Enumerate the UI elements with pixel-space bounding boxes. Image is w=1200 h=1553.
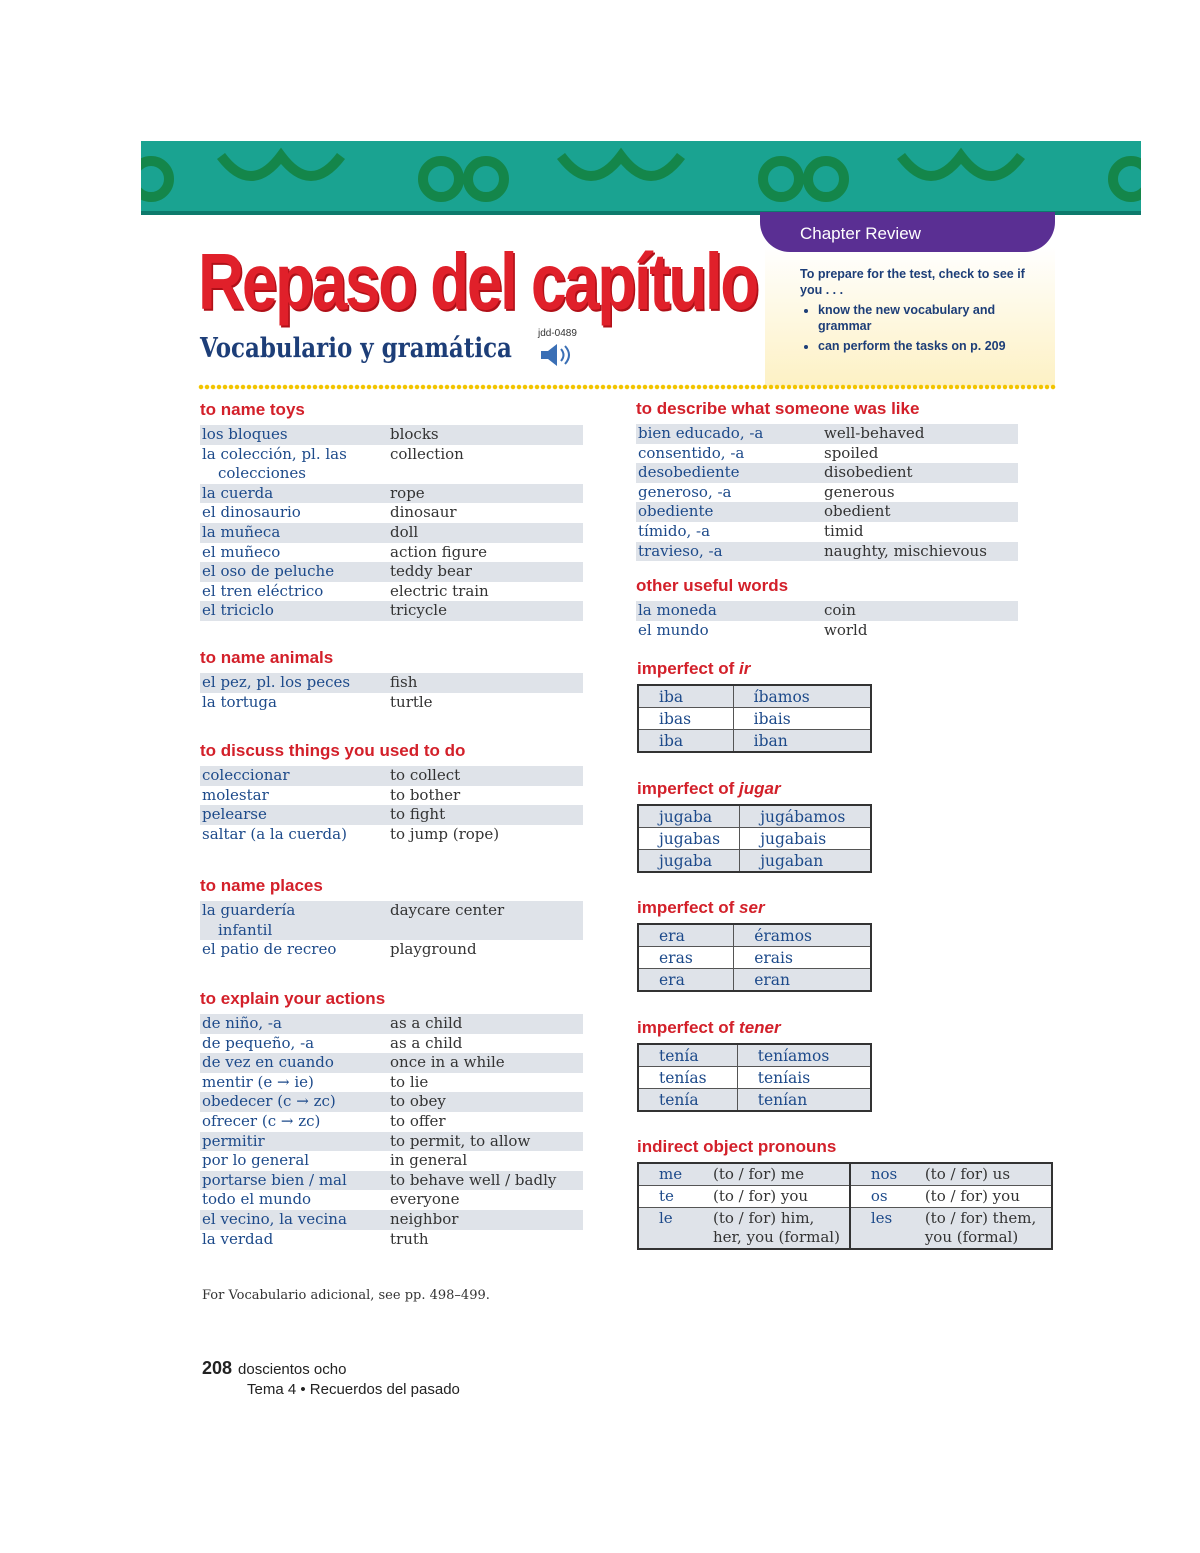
english-term: once in a while (390, 1053, 505, 1072)
spanish-term (200, 1151, 390, 1171)
spanish-term (200, 1190, 390, 1210)
plural-form: éramos (734, 924, 871, 947)
vocab-list (636, 424, 1018, 561)
vocab-section (636, 398, 1018, 561)
vocab-row (200, 1034, 583, 1054)
conjugation-table (637, 684, 872, 753)
spanish-term (200, 1092, 390, 1112)
plural-form: teníais (737, 1067, 871, 1089)
plural-form: jugaban (740, 850, 871, 873)
pronoun-meaning: (to / for) me (693, 1163, 850, 1186)
vocab-row (636, 502, 1018, 522)
dotted-divider (198, 384, 1056, 390)
section-heading: to name places (200, 876, 323, 895)
conjugation-table (637, 804, 872, 873)
section-heading: indirect object pronouns (637, 1137, 837, 1156)
english-term: neighbor (390, 1209, 459, 1228)
pronouns-section (637, 1136, 1053, 1250)
section-heading: to explain your actions (200, 989, 386, 1008)
spanish-term (200, 1230, 390, 1250)
vocab-section (200, 875, 583, 960)
spanish-term-text: el triciclo (202, 601, 274, 620)
english-term: as a child (390, 1033, 463, 1052)
vocab-list (636, 601, 1018, 640)
english-term: world (824, 620, 868, 639)
english-term: to fight (390, 805, 446, 824)
singular-form: jugaba (638, 805, 740, 828)
page-number (202, 1358, 346, 1379)
spanish-term (200, 582, 390, 602)
section-heading: to name toys (200, 400, 305, 419)
heading-text: imperfect of (637, 779, 735, 798)
spanish-term (636, 424, 824, 444)
spanish-term-text: la colección, pl. las (202, 444, 347, 463)
singular-form: tenías (638, 1067, 737, 1089)
english-term: daycare center (390, 901, 505, 919)
page-number-words: doscientos ocho (238, 1361, 347, 1378)
spanish-term (200, 940, 390, 960)
spanish-term-text: de niño, -a (202, 1014, 282, 1032)
spanish-term (200, 766, 390, 786)
spanish-term (200, 1034, 390, 1054)
english-term: turtle (390, 692, 433, 711)
table-row (638, 730, 871, 753)
table-row (638, 1067, 871, 1089)
section-heading: to name animals (200, 648, 334, 667)
vocab-row (200, 1073, 583, 1093)
plural-form: iban (733, 730, 871, 753)
vocab-row (200, 601, 583, 621)
conjugation-table (637, 1043, 872, 1112)
spanish-term-text: obedecer (c → zc) (202, 1092, 336, 1111)
web-code: jdd-0489 (538, 328, 577, 339)
spanish-term (200, 484, 390, 504)
pronoun-meaning: (to / for) us (924, 1165, 1011, 1183)
vocab-row (200, 825, 583, 845)
plural-form: íbamos (733, 685, 871, 708)
table-row (638, 969, 871, 992)
vocab-row (200, 805, 583, 825)
vocab-list (200, 425, 583, 621)
spanish-term-text: la guardería (202, 901, 296, 919)
english-term: to jump (rope) (390, 824, 500, 843)
review-checklist (800, 266, 1045, 358)
pronoun: os (870, 1187, 888, 1205)
pronoun-meaning: (to / for) them, you (formal) (924, 1209, 1037, 1246)
section-heading (637, 897, 872, 919)
vocab-section (200, 399, 583, 621)
footnote: For Vocabulario adicional, see pp. 498–499. (202, 1288, 490, 1303)
vocab-row (200, 445, 583, 484)
vocab-row (200, 693, 583, 713)
section-heading (637, 1017, 872, 1039)
spanish-term-text: por lo general (202, 1151, 310, 1170)
singular-form: ibas (638, 708, 733, 730)
table-row (638, 1186, 1052, 1208)
theme-line: Tema 4 • Recuerdos del pasado (247, 1381, 460, 1398)
english-term: disobedient (824, 463, 913, 482)
vocab-row (636, 483, 1018, 503)
vocab-row (200, 1151, 583, 1171)
english-term: playground (390, 940, 477, 959)
table-row (638, 850, 871, 873)
spanish-term (636, 444, 824, 464)
vocab-section (200, 988, 583, 1249)
vocab-row (636, 463, 1018, 483)
pronoun: me (659, 1165, 683, 1183)
spanish-term (200, 503, 390, 523)
pronoun-table (637, 1162, 1053, 1250)
english-term: to collect (390, 766, 461, 784)
spanish-term (200, 523, 390, 543)
vocab-row (200, 673, 583, 693)
decorative-banner (141, 141, 1141, 215)
page-number-digits: 208 (202, 1358, 233, 1378)
vocab-row (200, 543, 583, 563)
pronoun: les (870, 1209, 893, 1227)
singular-form: iba (638, 730, 733, 753)
singular-form: era (638, 969, 734, 992)
spanish-term-text: el mundo (638, 620, 709, 639)
section-heading (637, 658, 872, 680)
singular-form: iba (638, 685, 733, 708)
english-term: well-behaved (824, 424, 925, 442)
english-term: collection (390, 444, 464, 463)
spanish-term-text: la tortuga (202, 692, 277, 711)
table-row (638, 924, 871, 947)
singular-form: era (638, 924, 734, 947)
vocab-row (200, 484, 583, 504)
spanish-term (200, 1171, 390, 1191)
spanish-term (200, 562, 390, 582)
vocab-list (200, 766, 583, 844)
spanish-term-text: permitir (202, 1131, 265, 1150)
vocab-row (636, 621, 1018, 641)
table-row (638, 708, 871, 730)
spanish-term (200, 805, 390, 825)
spanish-term (636, 502, 824, 522)
pronoun-meaning: (to / for) him, her, you (formal) (693, 1208, 850, 1250)
spanish-term (200, 1132, 390, 1152)
heading-verb: ir (739, 659, 751, 678)
vocab-section (200, 647, 583, 712)
pronoun: le (659, 1209, 673, 1227)
table-row (638, 805, 871, 828)
scroll-pattern-icon (141, 141, 1141, 211)
plural-form: jugabais (740, 828, 871, 850)
table-row (638, 1163, 1052, 1186)
vocab-section (636, 575, 1018, 640)
singular-form: jugaba (638, 850, 740, 873)
vocab-row (200, 1210, 583, 1230)
english-term: generous (824, 482, 895, 501)
vocab-row (200, 425, 583, 445)
spanish-term-text: portarse bien / mal (202, 1170, 347, 1189)
conjugation-section (637, 897, 872, 992)
section-heading (637, 778, 872, 800)
vocab-row (200, 562, 583, 582)
spanish-term-text: todo el mundo (202, 1190, 312, 1209)
vocab-row (636, 542, 1018, 562)
english-term: to offer (390, 1111, 446, 1130)
plural-form: tenían (737, 1089, 871, 1112)
spanish-term (636, 601, 824, 621)
spanish-term-text: generoso, -a (638, 482, 732, 501)
page-title: Repaso del capítulo (198, 237, 757, 326)
english-term: fish (390, 673, 418, 691)
english-term: rope (390, 483, 425, 502)
conjugation-section (637, 778, 872, 873)
spanish-term (200, 1014, 390, 1034)
review-bullet: • can perform the tasks on p. 209 (818, 338, 1045, 354)
spanish-term (200, 1073, 390, 1093)
vocab-row (200, 1171, 583, 1191)
spanish-term (636, 542, 824, 562)
spanish-term-text: molestar (202, 785, 269, 804)
table-row (638, 1208, 1052, 1250)
spanish-term (200, 1210, 390, 1230)
vocab-row (200, 1112, 583, 1132)
spanish-term-text: de pequeño, -a (202, 1033, 315, 1052)
pronoun: nos (870, 1165, 898, 1183)
english-term: dinosaur (390, 503, 457, 522)
plural-form: teníamos (737, 1044, 871, 1067)
spanish-term (200, 693, 390, 713)
spanish-term-text: coleccionar (202, 766, 290, 784)
spanish-term-text: la muñeca (202, 522, 281, 541)
english-term: coin (824, 601, 856, 619)
plural-form: eran (734, 969, 871, 992)
heading-text: imperfect of (637, 1018, 735, 1037)
table-row (638, 685, 871, 708)
heading-verb: ser (739, 898, 765, 917)
vocab-row (636, 601, 1018, 621)
vocab-row (200, 1190, 583, 1210)
spanish-term-text: la cuerda (202, 483, 274, 502)
spanish-term (636, 483, 824, 503)
spanish-term-text: mentir (e → ie) (202, 1072, 314, 1091)
spanish-term (200, 1112, 390, 1132)
conjugation-section (637, 1017, 872, 1112)
english-term: blocks (390, 425, 439, 443)
vocab-row (200, 766, 583, 786)
vocab-row (200, 582, 583, 602)
english-term: everyone (390, 1190, 460, 1209)
spanish-term-text: consentido, -a (638, 443, 745, 462)
english-term: naughty, mischievous (824, 541, 987, 560)
spanish-term-text: el pez, pl. los peces (202, 673, 351, 691)
english-term: obedient (824, 502, 891, 521)
vocab-section (200, 740, 583, 844)
spanish-term (200, 901, 390, 940)
spanish-term-continuation: infantil (218, 920, 273, 939)
vocab-row (200, 503, 583, 523)
vocab-row (200, 786, 583, 806)
spanish-term-text: el oso de peluche (202, 562, 335, 581)
spanish-term-text: tímido, -a (638, 521, 711, 540)
vocab-row (200, 523, 583, 543)
spanish-term (200, 445, 390, 484)
table-row (638, 828, 871, 850)
english-term: tricycle (390, 601, 447, 620)
table-row (638, 947, 871, 969)
vocab-row (636, 522, 1018, 542)
english-term: to bother (390, 785, 461, 804)
vocab-list (200, 1014, 583, 1249)
spanish-term-text: el dinosaurio (202, 503, 301, 522)
plural-form: ibais (733, 708, 871, 730)
spanish-term-text: la verdad (202, 1229, 274, 1248)
spanish-term (200, 786, 390, 806)
vocab-row (200, 1132, 583, 1152)
spanish-term-text: pelearse (202, 805, 267, 824)
english-term: doll (390, 522, 419, 541)
pronoun-meaning: (to / for) you (924, 1187, 1020, 1205)
review-bullet: • know the new vocabulary and grammar (818, 302, 1045, 334)
vocab-list (200, 673, 583, 712)
spanish-term-text: el tren eléctrico (202, 581, 324, 600)
singular-form: eras (638, 947, 734, 969)
chapter-review-tab: Chapter Review (760, 212, 1055, 252)
section-heading: other useful words (636, 576, 789, 595)
plural-form: jugábamos (740, 805, 871, 828)
english-term: to obey (390, 1092, 446, 1111)
singular-form: tenía (638, 1044, 737, 1067)
vocab-row (200, 1230, 583, 1250)
spanish-term-text: el muñeco (202, 542, 281, 561)
english-term: to lie (390, 1072, 429, 1091)
conjugation-section (637, 658, 872, 753)
spanish-term-text: el patio de recreo (202, 940, 337, 959)
english-term: to permit, to allow (390, 1131, 531, 1150)
spanish-term (200, 1053, 390, 1073)
section-heading: to discuss things you used to do (200, 741, 466, 760)
page-subtitle: Vocabulario y gramática (200, 333, 512, 364)
english-term: spoiled (824, 443, 879, 462)
vocab-row (200, 1053, 583, 1073)
singular-form: tenía (638, 1089, 737, 1112)
spanish-term-text: los bloques (202, 425, 288, 443)
spanish-term (200, 825, 390, 845)
spanish-term-text: bien educado, -a (638, 424, 764, 442)
plural-form: erais (734, 947, 871, 969)
pronoun: te (659, 1187, 674, 1205)
spanish-term-text: saltar (a la cuerda) (202, 824, 347, 843)
vocab-row (200, 1014, 583, 1034)
section-heading: to describe what someone was like (636, 399, 920, 418)
conjugation-table (637, 923, 872, 992)
spanish-term-text: el vecino, la vecina (202, 1209, 347, 1228)
vocab-row (200, 901, 583, 940)
review-intro: To prepare for the test, check to see if you . . . (800, 267, 1025, 297)
english-term: in general (390, 1151, 468, 1170)
speaker-icon[interactable] (539, 343, 575, 367)
spanish-term (636, 522, 824, 542)
spanish-term (636, 463, 824, 483)
english-term: as a child (390, 1014, 463, 1032)
english-term: teddy bear (390, 562, 472, 581)
spanish-term-text: la moneda (638, 601, 717, 619)
table-row (638, 1089, 871, 1112)
vocab-row (636, 424, 1018, 444)
spanish-term-text: ofrecer (c → zc) (202, 1111, 321, 1130)
spanish-term (636, 621, 824, 641)
spanish-term (200, 601, 390, 621)
heading-text: imperfect of (637, 659, 735, 678)
heading-verb: tener (739, 1018, 781, 1037)
english-term: truth (390, 1229, 429, 1248)
spanish-term-text: de vez en cuando (202, 1053, 334, 1072)
english-term: to behave well / badly (390, 1170, 557, 1189)
vocab-list (200, 901, 583, 960)
table-row (638, 1044, 871, 1067)
singular-form: jugabas (638, 828, 740, 850)
vocab-row (200, 1092, 583, 1112)
spanish-term-text: travieso, -a (638, 541, 723, 560)
spanish-term-text: desobediente (638, 463, 740, 482)
spanish-term (200, 673, 390, 693)
heading-verb: jugar (739, 779, 781, 798)
pronoun-meaning: (to / for) you (693, 1186, 850, 1208)
english-term: timid (824, 521, 864, 540)
spanish-term (200, 425, 390, 445)
english-term: action figure (390, 542, 487, 561)
spanish-term-text: obediente (638, 502, 714, 521)
spanish-term (200, 543, 390, 563)
english-term: electric train (390, 581, 489, 600)
heading-text: imperfect of (637, 898, 735, 917)
vocab-row (636, 444, 1018, 464)
spanish-term-continuation: colecciones (218, 464, 306, 483)
vocab-row (200, 940, 583, 960)
